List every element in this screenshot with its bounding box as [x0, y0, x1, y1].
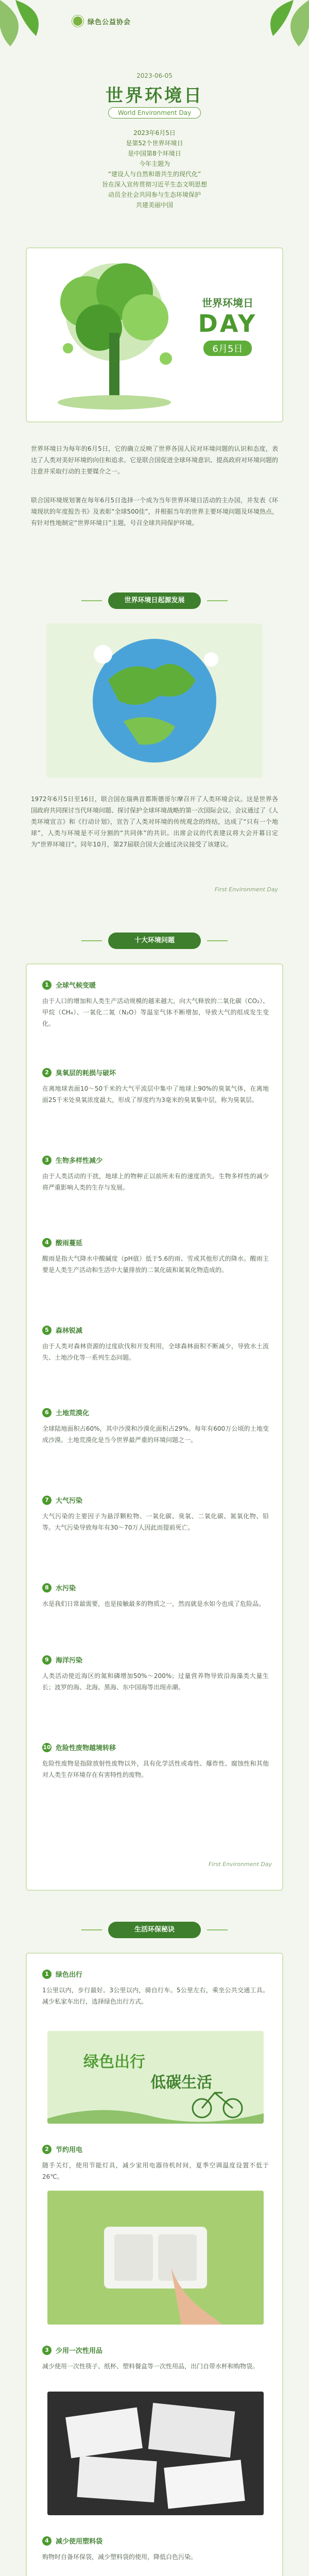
earth-icon [46, 623, 263, 778]
item-number: 2 [42, 1068, 52, 1077]
item-text: 水是我们日常最需要，也是接触最多的物质之一，然而就是水如今也成了危险品。 [42, 1600, 265, 1607]
intro-line: 旨在深入宣传贯彻习近平生态文明思想 [101, 181, 207, 188]
brand [72, 15, 131, 27]
problems-list [26, 963, 283, 1891]
item-number: 3 [42, 1156, 52, 1165]
list-item [42, 1969, 82, 1979]
section1-tag: First Environment Day [214, 886, 278, 893]
item-title: 海洋污染 [56, 1657, 83, 1665]
list-item [42, 1495, 82, 1505]
section-banner-origin: 世界环境日起源发展 [108, 592, 201, 609]
item-title: 生物多样性减少 [56, 1157, 103, 1165]
intro-line: 动员全社会共同参与生态环境保护 [108, 191, 201, 198]
item-title: 土地荒漠化 [56, 1410, 90, 1417]
item-title: 森林锐减 [56, 1327, 83, 1335]
list-item [42, 980, 96, 990]
header [0, 0, 309, 49]
hero-title-day: DAY [198, 310, 258, 337]
item-number: 7 [42, 1496, 52, 1505]
item-number: 8 [42, 1583, 52, 1592]
item-number: 5 [42, 1326, 52, 1335]
list-item [42, 1655, 82, 1665]
tree-icon [37, 256, 192, 415]
item-text: 随手关灯，使用节能灯具，减少家用电器待机时间，夏季空调温度设置不低于26℃。 [42, 2162, 269, 2180]
item-text: 由于人口的增加和人类生产活动规模的越来越大，向大气释放的二氧化碳（CO₂）、甲烷（CH₄）、一氧化二氮（N₂O）等温室气体不断增加，导致大气的组成发生变化。 [42, 997, 269, 1027]
item-text: 由于人类活动的干扰，地球上的物种正以前所未有的速度消失。生物多样性的减少将严重影响人类的生存与发展。 [42, 1173, 269, 1191]
item-text: 由于人类对森林资源的过度砍伐和开发利用，全球森林面积不断减少，导致水土流失、土地沙化等一系列生态问题。 [42, 1343, 269, 1361]
item-number: 6 [42, 1408, 52, 1417]
foam-boxes-icon [47, 2392, 264, 2515]
list-item [42, 2345, 102, 2355]
intro-line: 共建美丽中国 [135, 201, 173, 209]
hero-title [181, 295, 274, 356]
item-text: 酸雨是指大气降水中酸碱度（pH值）低于5.6的雨、雪或其他形式的降水。酸雨主要是人类生产活动和生活中大量排放的二氧化硫和氮氧化物造成的。 [42, 1255, 269, 1274]
item-text: 在离地球表面10～50千米的大气平流层中集中了地球上90%的臭氧气体，在离地面25千米处臭氧浓度最大，形成了厚度约为3毫米的臭氧集中层，称为臭氧层。 [42, 1085, 269, 1104]
list-item [42, 1408, 89, 1417]
item-number: 3 [42, 2346, 52, 2355]
publish-date: 2023-06-05 [136, 72, 173, 79]
disposable-items-image [47, 2392, 264, 2515]
item-number: 9 [42, 1655, 52, 1665]
item-title: 大气污染 [56, 1497, 83, 1505]
intro-text [0, 128, 309, 210]
list-item [42, 1238, 82, 1247]
item-text: 减少使用一次性筷子、纸杯、塑料餐盒等一次性用品，出门自带水杯和购物袋。 [42, 2363, 259, 2370]
section-banner-problems: 十大环境问题 [108, 933, 201, 949]
list-item [42, 1325, 82, 1335]
list-item [42, 2536, 102, 2546]
item-number: 1 [42, 1970, 52, 1979]
intro-line: “建设人与自然和谐共生的现代化” [108, 171, 201, 178]
slogan-green-travel: 绿色出行 [83, 2053, 145, 2071]
item-text: 人类活动使近海区的氮和磷增加50%～200%；过量营养物导致沿海藻类大量生长；波罗的海、北海、黑海、东中国海等出现赤潮。 [42, 1672, 269, 1691]
item-text: 危险性废物是指除放射性废物以外，具有化学活性或毒性、爆炸性、腐蚀性和其他对人类生存环境存在有害特性的废物。 [42, 1760, 269, 1778]
brand-logo-icon [72, 15, 83, 27]
item-title: 水污染 [56, 1585, 76, 1592]
item-number: 4 [42, 1238, 52, 1247]
item-text: 大气污染的主要因子为悬浮颗粒物、一氧化碳、臭氧、二氧化碳、氮氧化物、铅等。大气污染导致每年有30～70万人因此而提前死亡。 [42, 1513, 269, 1531]
intro-line: 今年主题为 [139, 160, 170, 167]
power-switch-image [47, 2191, 264, 2325]
tips-list [26, 1953, 283, 2576]
slogan-low-carbon: 低碳生活 [150, 2074, 212, 2092]
intro-line: 是中国第8个环境日 [128, 150, 181, 157]
list-item [42, 1155, 102, 1165]
item-title: 绿色出行 [56, 1971, 83, 1979]
item-title: 节约用电 [56, 2146, 83, 2154]
light-switch-icon [47, 2191, 264, 2325]
list-item [42, 1583, 76, 1592]
list-item [42, 2144, 82, 2154]
page-title: 世界环境日 [106, 86, 203, 106]
list-item [42, 1742, 116, 1752]
item-number: 10 [42, 1743, 52, 1752]
hero-title-line1: 世界环境日 [202, 297, 253, 309]
item-title: 全球气候变暖 [56, 982, 96, 990]
section2-tag: First Environment Day [208, 1861, 272, 1868]
intro-line: 2023年6月5日 [133, 129, 176, 137]
section1-text: 1972年6月5日至16日，联合国在瑞典首都斯德哥尔摩召开了人类环境会议。这是世界各国政府共同探讨当代环境问题、探讨保护全球环境战略的第一次国际会议。会议通过了《人类环境宣言》和《行动计划》，宣告了人类对环境的传统观念的终结，达成了“只有一个地球”，人类与环境是不可分割的“共同体”的共识。出席会议的代表建议将大会开幕日定为“世界环境日”。同年10月，第27届联合国大会通过决议接受了该建议。 [31, 795, 279, 848]
item-title: 酸雨蔓延 [56, 1240, 83, 1247]
intro-line: 是第52个世界环境日 [126, 140, 183, 147]
item-title: 减少使用塑料袋 [56, 2538, 103, 2546]
paragraph-1: 世界环境日为每年的6月5日，它的确立反映了世界各国人民对环境问题的认识和态度，表达了人类对美好环境的向往和追求。它是联合国促进全球环境意识、提高政府对环境问题的注意并采取行动的主要媒介之一。 [31, 445, 279, 475]
item-text: 购物时自备环保袋，减少塑料袋的使用，降低白色污染。 [42, 2553, 197, 2561]
hero-card [26, 247, 283, 422]
item-number: 1 [42, 980, 52, 990]
list-item [42, 1067, 116, 1077]
brand-name: 绿色公益协会 [88, 18, 131, 26]
green-travel-image [47, 2031, 264, 2124]
page-subtitle: World Environment Day [108, 107, 201, 118]
item-number: 2 [42, 2145, 52, 2154]
earth-illustration [46, 623, 263, 778]
item-title: 少用一次性用品 [56, 2347, 103, 2355]
hero-title-date: 6月5日 [203, 341, 252, 356]
item-text: 1公里以内，步行最好。3公里以内，骑自行车。5公里左右，乘坐公共交通工具。减少私家车出行，选择绿色出行方式。 [42, 1987, 269, 2005]
paragraph-2: 联合国环境规划署在每年6月5日选择一个成为当年世界环境日活动的主办国，并发表《环境现状的年度报告书》及表彰“全球500佳”，并根据当年的世界主要环境问题及环境热点，有针对性地制定“世界环境日”主题，号召全球共同保护环境。 [31, 497, 278, 527]
item-title: 危险性废物越境转移 [56, 1744, 116, 1752]
item-number: 4 [42, 2536, 52, 2546]
item-text: 全球陆地面积占60%，其中沙漠和沙漠化面积占29%。每年有600万公顷的土地变成沙漠。土地荒漠化是当今世界最严重的环境问题之一。 [42, 1425, 269, 1444]
leaves-decoration-icon [0, 0, 309, 49]
bicycle-icon [47, 2031, 264, 2124]
section-banner-tips: 生活环保秘诀 [108, 1922, 201, 1938]
item-title: 臭氧层的耗损与破坏 [56, 1070, 116, 1077]
